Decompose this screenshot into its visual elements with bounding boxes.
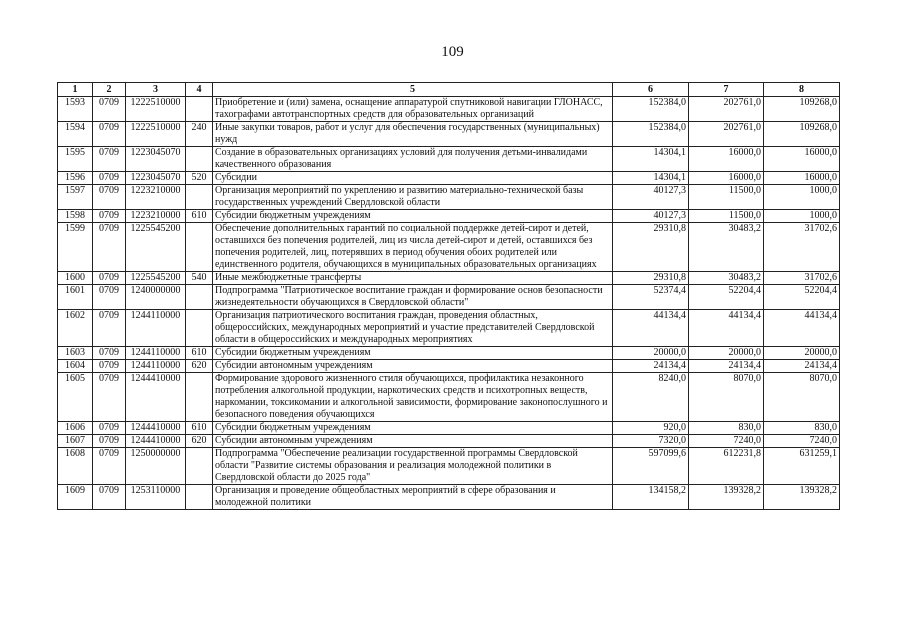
cell-target-article: 1253110000 <box>126 485 186 510</box>
table-row <box>58 485 840 510</box>
cell-amount-col6: 29310,8 <box>613 223 689 272</box>
cell-section-code: 0709 <box>93 185 126 210</box>
table-row <box>58 347 840 360</box>
table-row <box>58 172 840 185</box>
cell-row-number: 1597 <box>58 185 93 210</box>
cell-target-article: 1244110000 <box>126 347 186 360</box>
cell-section-code: 0709 <box>93 223 126 272</box>
cell-description: Субсидии бюджетным учреждениям <box>213 210 613 223</box>
cell-amount-col8: 109268,0 <box>764 122 840 147</box>
col-header-7: 7 <box>689 83 764 97</box>
cell-description: Иные межбюджетные трансферты <box>213 272 613 285</box>
cell-expense-type: 620 <box>186 360 213 373</box>
cell-amount-col6: 20000,0 <box>613 347 689 360</box>
table-row <box>58 310 840 347</box>
cell-expense-type: 610 <box>186 347 213 360</box>
cell-target-article: 1225545200 <box>126 223 186 272</box>
cell-amount-col6: 14304,1 <box>613 147 689 172</box>
cell-row-number: 1593 <box>58 97 93 122</box>
cell-amount-col7: 20000,0 <box>689 347 764 360</box>
cell-description: Создание в образовательных организациях условий для получения детьми-инвалидами качественного образования <box>213 147 613 172</box>
table-row <box>58 448 840 485</box>
cell-amount-col7: 11500,0 <box>689 210 764 223</box>
cell-expense-type <box>186 185 213 210</box>
table-row <box>58 122 840 147</box>
cell-row-number: 1606 <box>58 422 93 435</box>
cell-amount-col8: 24134,4 <box>764 360 840 373</box>
cell-expense-type: 610 <box>186 422 213 435</box>
cell-section-code: 0709 <box>93 485 126 510</box>
cell-description: Организация мероприятий по укреплению и развитию материально-технической базы государственных учреждений Свердловской области <box>213 185 613 210</box>
cell-row-number: 1603 <box>58 347 93 360</box>
cell-row-number: 1600 <box>58 272 93 285</box>
cell-row-number: 1608 <box>58 448 93 485</box>
cell-amount-col7: 139328,2 <box>689 485 764 510</box>
cell-amount-col8: 8070,0 <box>764 373 840 422</box>
cell-amount-col7: 202761,0 <box>689 122 764 147</box>
table-row <box>58 285 840 310</box>
col-header-4: 4 <box>186 83 213 97</box>
cell-expense-type <box>186 147 213 172</box>
col-header-8: 8 <box>764 83 840 97</box>
cell-amount-col6: 29310,8 <box>613 272 689 285</box>
cell-amount-col8: 31702,6 <box>764 223 840 272</box>
cell-amount-col6: 134158,2 <box>613 485 689 510</box>
cell-amount-col7: 202761,0 <box>689 97 764 122</box>
cell-section-code: 0709 <box>93 347 126 360</box>
cell-amount-col8: 139328,2 <box>764 485 840 510</box>
cell-amount-col6: 920,0 <box>613 422 689 435</box>
cell-amount-col8: 16000,0 <box>764 147 840 172</box>
cell-amount-col7: 8070,0 <box>689 373 764 422</box>
cell-expense-type <box>186 223 213 272</box>
table-row <box>58 210 840 223</box>
col-header-1: 1 <box>58 83 93 97</box>
cell-description: Иные закупки товаров, работ и услуг для обеспечения государственных (муниципальных) нужд <box>213 122 613 147</box>
cell-expense-type <box>186 285 213 310</box>
col-header-5: 5 <box>213 83 613 97</box>
cell-amount-col8: 109268,0 <box>764 97 840 122</box>
cell-row-number: 1599 <box>58 223 93 272</box>
cell-row-number: 1609 <box>58 485 93 510</box>
cell-amount-col6: 40127,3 <box>613 210 689 223</box>
cell-target-article: 1223210000 <box>126 185 186 210</box>
table-row <box>58 435 840 448</box>
cell-expense-type: 540 <box>186 272 213 285</box>
cell-description: Подпрограмма "Патриотическое воспитание граждан и формирование основ безопасности жизнедеятельности обучающихся в Свердловской области" <box>213 285 613 310</box>
cell-amount-col8: 52204,4 <box>764 285 840 310</box>
cell-section-code: 0709 <box>93 122 126 147</box>
cell-expense-type: 520 <box>186 172 213 185</box>
cell-amount-col7: 16000,0 <box>689 172 764 185</box>
cell-amount-col7: 52204,4 <box>689 285 764 310</box>
cell-row-number: 1595 <box>58 147 93 172</box>
cell-amount-col6: 52374,4 <box>613 285 689 310</box>
cell-row-number: 1605 <box>58 373 93 422</box>
cell-amount-col7: 30483,2 <box>689 272 764 285</box>
cell-section-code: 0709 <box>93 172 126 185</box>
cell-section-code: 0709 <box>93 272 126 285</box>
cell-description: Обеспечение дополнительных гарантий по социальной поддержке детей-сирот и детей, оставшихся без попечения родителей, лиц из числа детей-сирот и детей, оставшихся без попечения родителей, лиц, потерявших в период обучения обоих родителей или единственного родителя, обучающихся в муниципальных образовательных организациях <box>213 223 613 272</box>
table-row <box>58 272 840 285</box>
cell-amount-col7: 44134,4 <box>689 310 764 347</box>
cell-amount-col6: 8240,0 <box>613 373 689 422</box>
cell-row-number: 1604 <box>58 360 93 373</box>
cell-amount-col6: 152384,0 <box>613 97 689 122</box>
cell-description: Субсидии <box>213 172 613 185</box>
cell-target-article: 1244410000 <box>126 373 186 422</box>
cell-amount-col7: 7240,0 <box>689 435 764 448</box>
cell-amount-col6: 24134,4 <box>613 360 689 373</box>
cell-section-code: 0709 <box>93 373 126 422</box>
cell-description: Подпрограмма "Обеспечение реализации государственной программы Свердловской области "Развитие системы образования и реализация молодежной политики в Свердловской области до 2025 года" <box>213 448 613 485</box>
page-number: 109 <box>441 44 464 60</box>
cell-amount-col8: 1000,0 <box>764 210 840 223</box>
cell-target-article: 1223210000 <box>126 210 186 223</box>
cell-expense-type: 240 <box>186 122 213 147</box>
cell-section-code: 0709 <box>93 310 126 347</box>
cell-expense-type: 620 <box>186 435 213 448</box>
table-row <box>58 97 840 122</box>
col-header-2: 2 <box>93 83 126 97</box>
cell-row-number: 1596 <box>58 172 93 185</box>
cell-amount-col6: 152384,0 <box>613 122 689 147</box>
cell-section-code: 0709 <box>93 422 126 435</box>
cell-target-article: 1244110000 <box>126 310 186 347</box>
cell-target-article: 1244410000 <box>126 435 186 448</box>
cell-row-number: 1594 <box>58 122 93 147</box>
cell-row-number: 1607 <box>58 435 93 448</box>
col-header-6: 6 <box>613 83 689 97</box>
cell-amount-col7: 11500,0 <box>689 185 764 210</box>
cell-target-article: 1222510000 <box>126 97 186 122</box>
cell-amount-col7: 24134,4 <box>689 360 764 373</box>
cell-description: Субсидии бюджетным учреждениям <box>213 422 613 435</box>
cell-amount-col8: 1000,0 <box>764 185 840 210</box>
cell-section-code: 0709 <box>93 435 126 448</box>
cell-expense-type <box>186 485 213 510</box>
table-row <box>58 373 840 422</box>
cell-target-article: 1222510000 <box>126 122 186 147</box>
cell-amount-col7: 830,0 <box>689 422 764 435</box>
cell-amount-col8: 7240,0 <box>764 435 840 448</box>
cell-section-code: 0709 <box>93 360 126 373</box>
table-row <box>58 422 840 435</box>
cell-target-article: 1244110000 <box>126 360 186 373</box>
cell-description: Субсидии бюджетным учреждениям <box>213 347 613 360</box>
cell-description: Субсидии автономным учреждениям <box>213 435 613 448</box>
cell-amount-col6: 597099,6 <box>613 448 689 485</box>
table-row <box>58 223 840 272</box>
cell-target-article: 1240000000 <box>126 285 186 310</box>
cell-amount-col8: 16000,0 <box>764 172 840 185</box>
cell-target-article: 1223045070 <box>126 147 186 172</box>
cell-expense-type <box>186 310 213 347</box>
cell-description: Субсидии автономным учреждениям <box>213 360 613 373</box>
cell-amount-col6: 40127,3 <box>613 185 689 210</box>
cell-row-number: 1601 <box>58 285 93 310</box>
cell-amount-col7: 612231,8 <box>689 448 764 485</box>
cell-amount-col6: 14304,1 <box>613 172 689 185</box>
cell-target-article: 1250000000 <box>126 448 186 485</box>
cell-amount-col8: 20000,0 <box>764 347 840 360</box>
cell-amount-col8: 830,0 <box>764 422 840 435</box>
header-row <box>58 83 840 97</box>
cell-target-article: 1244410000 <box>126 422 186 435</box>
cell-section-code: 0709 <box>93 147 126 172</box>
cell-expense-type <box>186 448 213 485</box>
cell-row-number: 1602 <box>58 310 93 347</box>
cell-description: Приобретение и (или) замена, оснащение аппаратурой спутниковой навигации ГЛОНАСС, тахографами автотранспортных средств для образовательных организаций <box>213 97 613 122</box>
table-row <box>58 185 840 210</box>
cell-amount-col7: 16000,0 <box>689 147 764 172</box>
cell-expense-type <box>186 373 213 422</box>
cell-target-article: 1223045070 <box>126 172 186 185</box>
cell-amount-col6: 7320,0 <box>613 435 689 448</box>
cell-section-code: 0709 <box>93 210 126 223</box>
cell-amount-col7: 30483,2 <box>689 223 764 272</box>
cell-section-code: 0709 <box>93 448 126 485</box>
cell-amount-col8: 31702,6 <box>764 272 840 285</box>
cell-amount-col8: 44134,4 <box>764 310 840 347</box>
cell-section-code: 0709 <box>93 97 126 122</box>
budget-table <box>57 82 840 510</box>
cell-section-code: 0709 <box>93 285 126 310</box>
cell-expense-type: 610 <box>186 210 213 223</box>
cell-amount-col8: 631259,1 <box>764 448 840 485</box>
cell-description: Организация патриотического воспитания граждан, проведения областных, общероссийских, международных мероприятий и участие представителей Свердловской области в общероссийских и международных мероприятиях <box>213 310 613 347</box>
col-header-3: 3 <box>126 83 186 97</box>
cell-description: Организация и проведение общеобластных мероприятий в сфере образования и молодежной политики <box>213 485 613 510</box>
table-row <box>58 147 840 172</box>
cell-amount-col6: 44134,4 <box>613 310 689 347</box>
table-row <box>58 360 840 373</box>
cell-row-number: 1598 <box>58 210 93 223</box>
cell-description: Формирование здорового жизненного стиля обучающихся, профилактика незаконного потребления алкогольной продукции, наркотических средств и психотропных веществ, наркомании, токсикомании и алкогольной зависимости, формирование законопослушного и безопасного поведения обучающихся <box>213 373 613 422</box>
cell-target-article: 1225545200 <box>126 272 186 285</box>
cell-expense-type <box>186 97 213 122</box>
